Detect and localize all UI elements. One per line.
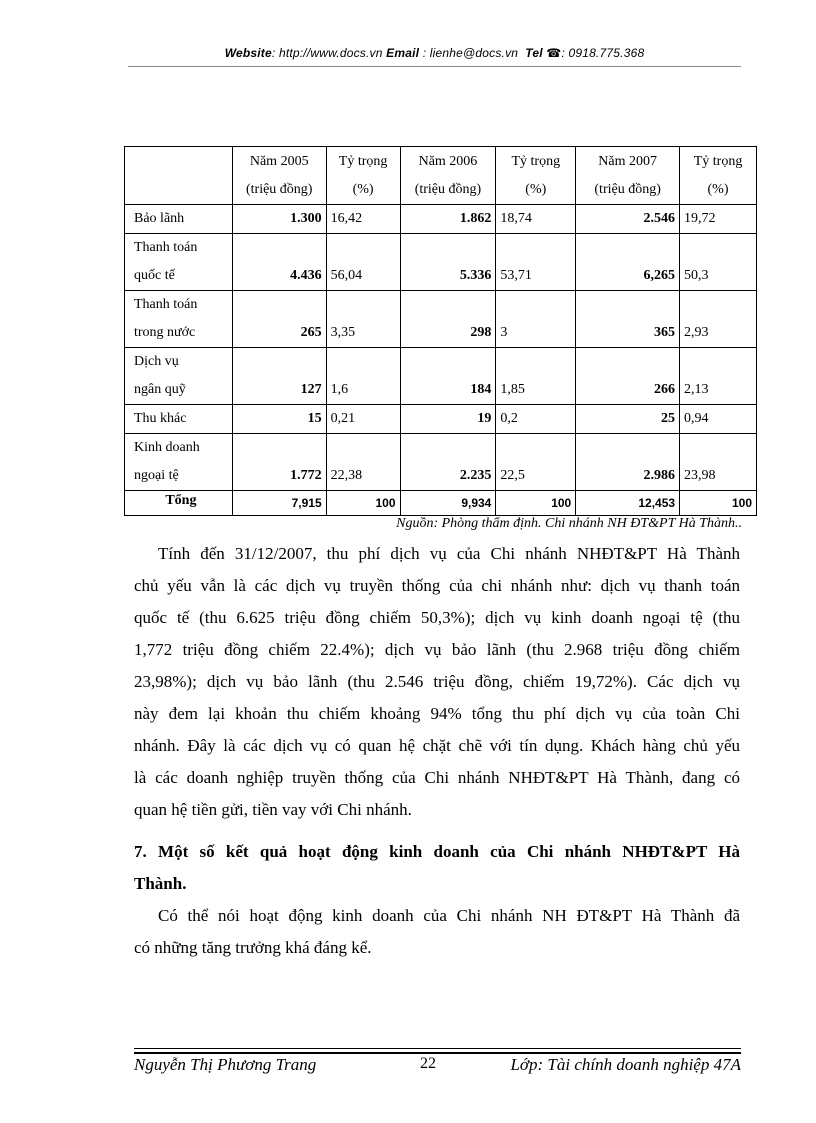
- email-label: Email: [386, 46, 420, 60]
- tel-label: Tel: [525, 46, 543, 60]
- share-cell: 50,3: [680, 234, 757, 291]
- header-cell: Tỷ trọng (%): [326, 147, 400, 205]
- paragraph-line: này đem lại khoản thu chiếm khoảng 94% tổng thu phí dịch vụ của toàn Chi: [134, 704, 740, 723]
- total-share: 100: [680, 491, 757, 516]
- share-cell: 22,5: [496, 434, 576, 491]
- paragraph-line: quan hệ tiền gửi, tiền vay với Chi nhánh.: [134, 800, 412, 819]
- paragraph-line: 1,772 triệu đồng chiếm 22.4%); dịch vụ bảo lãnh (thu 2.968 triệu đồng chiếm: [134, 640, 740, 659]
- footer-class: Lớp: Tài chính doanh nghiệp 47A: [510, 1055, 741, 1074]
- value-cell: 184: [400, 348, 496, 405]
- heading-line: 7. Một số kết quả hoạt động kinh doanh của Chi nhánh NHĐT&PT Hà: [134, 842, 740, 861]
- paragraph-line: Tính đến 31/12/2007, thu phí dịch vụ của Chi nhánh NHĐT&PT Hà Thành: [158, 544, 740, 563]
- value-cell: 2.546: [576, 205, 680, 234]
- service-fee-table: [124, 146, 757, 516]
- header-cell: Tỷ trọng (%): [496, 147, 576, 205]
- value-cell: 4.436: [232, 234, 326, 291]
- value-cell: 298: [400, 291, 496, 348]
- value-cell: 15: [232, 405, 326, 434]
- table-total-row: [125, 491, 757, 516]
- share-cell: 19,72: [680, 205, 757, 234]
- table-row: [125, 434, 757, 491]
- paragraph-line: Có thể nói hoạt động kinh doanh của Chi nhánh NH ĐT&PT Hà Thành đã: [158, 906, 740, 925]
- share-cell: 3: [496, 291, 576, 348]
- email-value[interactable]: : lienhe@docs.vn: [422, 46, 519, 60]
- table-header-row: [125, 147, 757, 205]
- total-value: 12,453: [576, 491, 680, 516]
- share-cell: 56,04: [326, 234, 400, 291]
- total-value: 9,934: [400, 491, 496, 516]
- value-cell: 19: [400, 405, 496, 434]
- table-row: [125, 405, 757, 434]
- phone-icon: ☎: [546, 46, 562, 60]
- paragraph-line: là các doanh nghiệp truyền thống của Chi nhánh NHĐT&PT Hà Thành, đang có: [134, 768, 740, 787]
- row-label: Thanh toán quốc tế: [125, 234, 233, 291]
- footer-divider: [134, 1052, 741, 1054]
- value-cell: 266: [576, 348, 680, 405]
- share-cell: 16,42: [326, 205, 400, 234]
- header-divider: [128, 66, 741, 67]
- header-cell: Tỷ trọng (%): [680, 147, 757, 205]
- value-cell: 2.235: [400, 434, 496, 491]
- paragraph-line: 23,98%); dịch vụ bảo lãnh (thu 2.546 triệu đồng, chiếm 19,72%). Các dịch vụ: [134, 672, 740, 691]
- value-cell: 2.986: [576, 434, 680, 491]
- value-cell: 1.300: [232, 205, 326, 234]
- page-number: 22: [420, 1055, 436, 1072]
- row-label: Thanh toán trong nước: [125, 291, 233, 348]
- header-cell: Năm 2007 (triệu đồng): [576, 147, 680, 205]
- value-cell: 127: [232, 348, 326, 405]
- share-cell: 3,35: [326, 291, 400, 348]
- paragraph-line: có những tăng trưởng khá đáng kể.: [134, 938, 372, 957]
- value-cell: 25: [576, 405, 680, 434]
- header-cell-empty: [125, 147, 233, 205]
- row-label: Dịch vụ ngân quỹ: [125, 348, 233, 405]
- page-header: [128, 46, 741, 60]
- heading-line: Thành.: [134, 874, 187, 893]
- table-row: [125, 291, 757, 348]
- row-label: Thu khác: [125, 405, 233, 434]
- value-cell: 5.336: [400, 234, 496, 291]
- value-cell: 1.862: [400, 205, 496, 234]
- share-cell: 0,21: [326, 405, 400, 434]
- footer-author: Nguyễn Thị Phương Trang: [134, 1055, 317, 1074]
- body-paragraph: [134, 538, 740, 826]
- table-row: [125, 234, 757, 291]
- share-cell: 0,2: [496, 405, 576, 434]
- header-cell: Năm 2005 (triệu đồng): [232, 147, 326, 205]
- paragraph-line: nhánh. Đây là các dịch vụ có quan hệ chặt chẽ với tín dụng. Khách hàng chủ yếu: [134, 736, 740, 755]
- share-cell: 1,6: [326, 348, 400, 405]
- share-cell: 22,38: [326, 434, 400, 491]
- section-heading: [134, 836, 740, 900]
- header-cell: Năm 2006 (triệu đồng): [400, 147, 496, 205]
- value-cell: 1.772: [232, 434, 326, 491]
- tel-value: : 0918.775.368: [561, 46, 645, 60]
- total-share: 100: [496, 491, 576, 516]
- share-cell: 18,74: [496, 205, 576, 234]
- table-row: [125, 205, 757, 234]
- share-cell: 1,85: [496, 348, 576, 405]
- paragraph-line: quốc tế (thu 6.625 triệu đồng chiếm 50,3%); dịch vụ kinh doanh ngoại tệ (thu: [134, 608, 740, 627]
- paragraph-line: chủ yếu vẫn là các dịch vụ truyền thống của chi nhánh như: dịch vụ thanh toán: [134, 576, 740, 595]
- total-share: 100: [326, 491, 400, 516]
- total-label: Tổng: [125, 491, 233, 516]
- page-footer: [134, 1055, 741, 1079]
- value-cell: 6,265: [576, 234, 680, 291]
- row-label: Kinh doanh ngoại tệ: [125, 434, 233, 491]
- value-cell: 265: [232, 291, 326, 348]
- value-cell: 365: [576, 291, 680, 348]
- row-label: Bảo lãnh: [125, 205, 233, 234]
- body-paragraph: [134, 900, 740, 964]
- share-cell: 2,93: [680, 291, 757, 348]
- total-value: 7,915: [232, 491, 326, 516]
- share-cell: 53,71: [496, 234, 576, 291]
- website-url[interactable]: : http://www.docs.vn: [271, 46, 383, 60]
- share-cell: 2,13: [680, 348, 757, 405]
- table-row: [125, 348, 757, 405]
- footer-divider: [134, 1048, 741, 1049]
- website-label: Website: [224, 46, 272, 60]
- share-cell: 23,98: [680, 434, 757, 491]
- share-cell: 0,94: [680, 405, 757, 434]
- table-source-note: Nguồn: Phòng thẩm định. Chi nhánh NH ĐT&PT Hà Thành..: [396, 516, 742, 531]
